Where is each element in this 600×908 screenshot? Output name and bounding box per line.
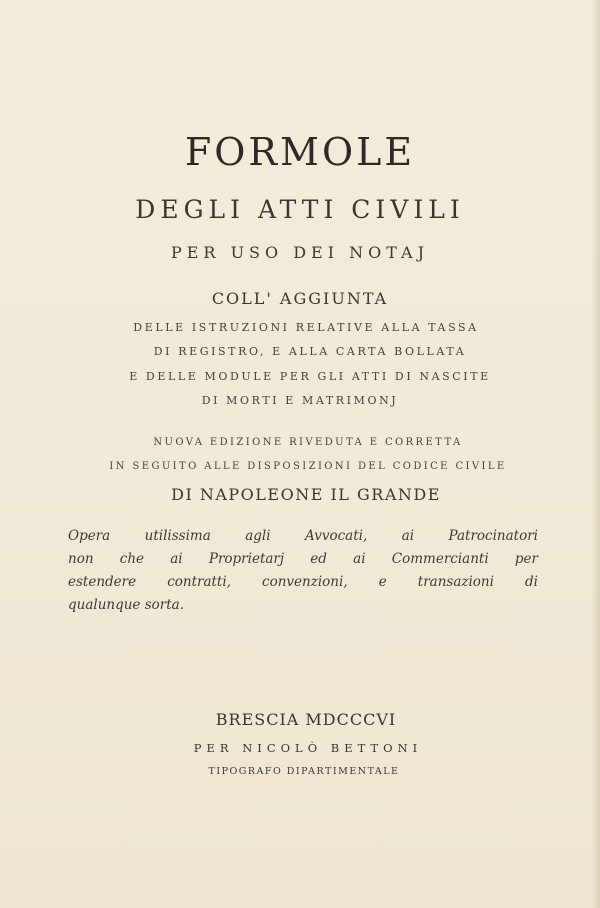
addition-heading: COLL' AGGIUNTA: [211, 289, 389, 308]
description-line: Opera utilissima agli Avvocati, ai Patrocinatori: [68, 528, 538, 544]
book-subtitle: DEGLI ATTI CIVILI: [135, 195, 465, 224]
description-line: non che ai Proprietarj ed ai Commercianti per: [68, 551, 538, 567]
addition-line: DI REGISTRO, E ALLA CARTA BOLLATA: [153, 345, 467, 358]
addition-line: DELLE ISTRUZIONI RELATIVE ALLA TASSA: [133, 321, 479, 334]
edition-line: IN SEGUITO ALLE DISPOSIZIONI DEL CODICE CIVILE: [109, 461, 507, 472]
addition-line: DI MORTI E MATRIMONJ: [201, 394, 399, 407]
imprint-printer: PER NICOLÒ BETTONI: [193, 741, 423, 755]
book-title: FORMOLE: [184, 130, 416, 174]
description-line: estendere contratti, convenzioni, e transazioni di: [68, 574, 538, 590]
edition-napoleone: DI NAPOLEONE IL GRANDE: [171, 485, 441, 504]
imprint-city-year: BRESCIA MDCCCVI: [215, 710, 397, 729]
edition-line: NUOVA EDIZIONE RIVEDUTA E CORRETTA: [153, 437, 463, 448]
book-subtitle-purpose: PER USO DEI NOTAJ: [170, 243, 430, 262]
addition-line: E DELLE MODULE PER GLI ATTI DI NASCITE: [129, 370, 491, 383]
description-line: qualunque sorta.: [68, 597, 184, 613]
imprint-printer-role: TIPOGRAFO DIPARTIMENTALE: [208, 766, 400, 777]
description-paragraph: [68, 525, 538, 617]
